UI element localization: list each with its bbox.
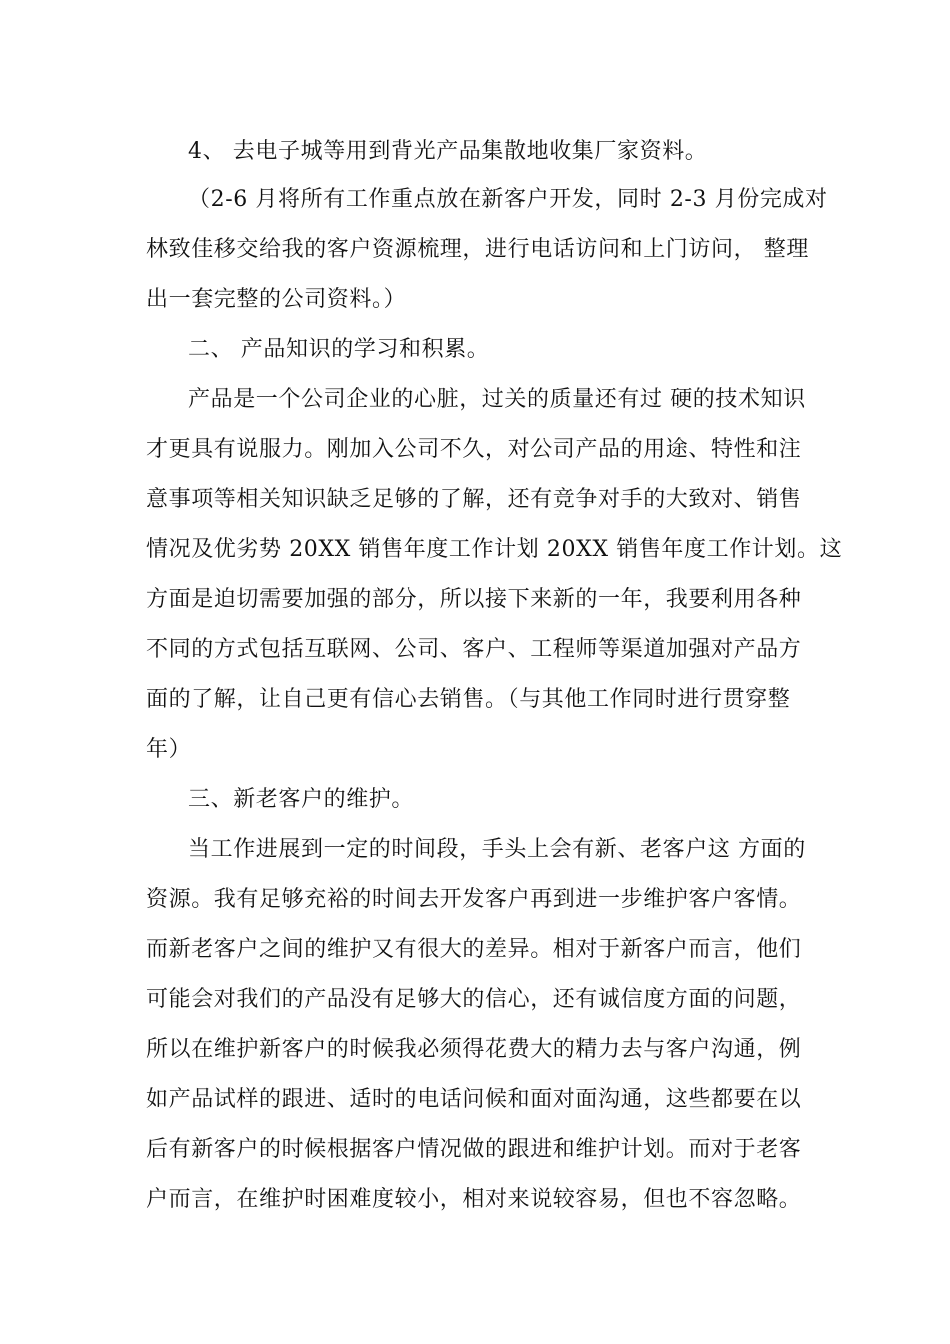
paragraph-line: 后有新客户的时候根据客户情况做的跟进和维护计划。而对于老客: [146, 1137, 802, 1162]
paragraph-line: （2-6 月将所有工作重点放在新客户开发，同时 2-3 月份完成对: [188, 187, 828, 212]
paragraph-line: 林致佳移交给我的客户资源梳理，进行电话访问和上门访问， 整理: [146, 237, 809, 262]
paragraph-line: 而新老客户之间的维护又有很大的差异。相对于新客户而言，他们: [146, 937, 802, 962]
paragraph-line: 年）: [146, 737, 192, 762]
paragraph-line: 才更具有说服力。刚加入公司不久，对公司产品的用途、特性和注: [146, 437, 802, 462]
paragraph-line: 产品是一个公司企业的心脏，过关的质量还有过 硬的技术知识: [188, 387, 806, 412]
paragraph-line: 当工作进展到一定的时间段，手头上会有新、老客户这 方面的: [188, 837, 806, 862]
paragraph-line: 方面是迫切需要加强的部分，所以接下来新的一年，我要利用各种: [146, 587, 802, 612]
section-heading-3: 三、新老客户的维护。: [188, 787, 415, 812]
paragraph-line: 出一套完整的公司资料。）: [146, 287, 407, 312]
list-item-4: 4、 去电子城等用到背光产品集散地收集厂家资料。: [188, 139, 708, 164]
paragraph-line: 不同的方式包括互联网、公司、客户、工程师等渠道加强对产品方: [146, 637, 802, 662]
paragraph-line: 资源。我有足够充裕的时间去开发客户再到进一步维护客户客情。: [146, 887, 802, 912]
paragraph-line: 面的了解，让自己更有信心去销售。（与其他工作同时进行贯穿整: [146, 687, 791, 712]
paragraph-line: 意事项等相关知识缺乏足够的了解，还有竞争对手的大致对、销售: [146, 487, 802, 512]
paragraph-line: 所以在维护新客户的时候我必须得花费大的精力去与客户沟通，例: [146, 1037, 802, 1062]
paragraph-line: 情况及优劣势 20XX 销售年度工作计划 20XX 销售年度工作计划。这: [146, 537, 843, 562]
paragraph-line: 户而言，在维护时困难度较小，相对来说较容易，但也不容忽略。: [146, 1187, 802, 1212]
paragraph-line: 可能会对我们的产品没有足够大的信心，还有诚信度方面的问题，: [146, 987, 802, 1012]
section-heading-2: 二、 产品知识的学习和积累。: [188, 337, 490, 362]
paragraph-line: 如产品试样的跟进、适时的电话问候和面对面沟通，这些都要在以: [146, 1087, 802, 1112]
